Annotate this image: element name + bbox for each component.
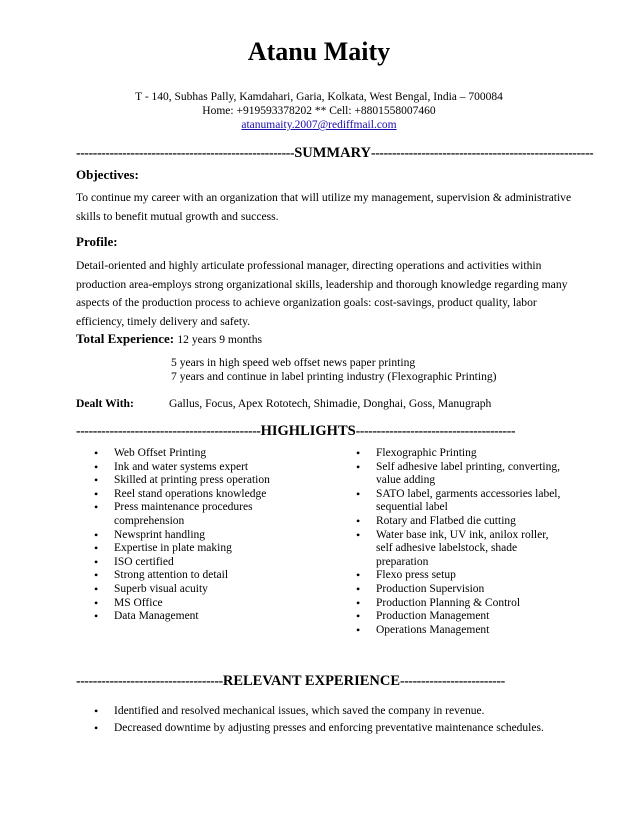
list-item: • Skilled at printing press operation [94,474,294,488]
relevant-experience-title: RELEVANT EXPERIENCE [222,673,400,689]
phone-line: Home: +919593378202 ** Cell: +8801558007460 [202,105,436,117]
list-item: • Flexographic Printing [356,447,566,461]
list-item: • Press maintenance procedures comprehension [94,501,294,528]
list-item: • Data Management [94,610,294,624]
list-item: • Production Supervision [356,583,566,597]
candidate-name: Atanu Maity [247,37,391,66]
list-item: • Web Offset Printing [94,447,294,461]
list-item: • Water base ink, UV ink, anilox roller, self adhesive labelstock, shade preparation [356,529,566,570]
experience-line: 5 years in high speed web offset news paper printing [171,356,416,369]
relevant-experience-divider-left: ----------------------------------- [76,673,223,688]
list-item: • Production Management [356,610,566,624]
summary-divider [76,145,593,161]
summary-divider-left: ---------------------------------------------------- [76,145,295,160]
list-item: • Reel stand operations knowledge [94,488,294,502]
highlights-divider [76,423,515,439]
address-line: T - 140, Subhas Pally, Kamdahari, Garia, Kolkata, West Bengal, India – 700084 [135,91,503,103]
list-item: • Operations Management [356,624,566,638]
email-link[interactable]: atanumaity.2007@rediffmail.com [241,119,397,131]
list-item: • Expertise in plate making [94,542,294,556]
list-item: • Rotary and Flatbed die cutting [356,515,566,529]
profile-heading: Profile: [76,234,118,249]
highlights-left-list [94,447,294,624]
profile-text: Detail-oriented and highly articulate professional manager, directing operations and activities within production area-employs strong organizational skills, leadership and thorough knowledge regarding many aspects of the production process to achieve organization goals: cost-savings, product quality, labor efficiency, timely delivery and safety. [76,259,568,328]
list-item: • Ink and water systems expert [94,461,294,475]
relevant-experience-list [94,703,564,736]
objectives-heading: Objectives: [76,167,139,182]
list-item: • Production Planning & Control [356,597,566,611]
list-item: • Identified and resolved mechanical issues, which saved the company in revenue. [94,703,564,720]
list-item: • Self adhesive label printing, converting, value adding [356,461,566,488]
dealt-with-text: Gallus, Focus, Apex Rototech, Shimadie, Donghai, Goss, Manugraph [169,397,492,410]
list-item: • ISO certified [94,556,294,570]
dealt-with-heading: Dealt With: [76,397,134,410]
list-item: • Newsprint handling [94,529,294,543]
objectives-text: To continue my career with an organization that will utilize my management, supervision & administrative skills to benefit mutual growth and success. [76,191,572,223]
experience-line: 7 years and continue in label printing industry (Flexographic Printing) [171,370,497,383]
summary-divider-right: ----------------------------------------------------- [371,145,594,160]
relevant-experience-divider [76,673,505,689]
list-item: • Decreased downtime by adjusting presses and enforcing preventative maintenance schedules. [94,720,564,737]
summary-title: SUMMARY [294,145,371,161]
list-item: • Superb visual acuity [94,583,294,597]
highlights-divider-left: -------------------------------------------- [76,423,261,438]
list-item: • Strong attention to detail [94,569,294,583]
email-line [0,118,638,132]
total-experience-row [76,331,262,348]
list-item: • MS Office [94,597,294,611]
total-experience-heading: Total Experience: [76,331,175,346]
total-experience-value: 12 years 9 months [177,333,263,346]
highlights-title: HIGHLIGHTS [260,423,356,439]
highlights-divider-right: -------------------------------------- [355,423,516,438]
relevant-experience-divider-right: ------------------------- [400,673,505,688]
highlights-right-list [356,447,566,637]
list-item: • Flexo press setup [356,569,566,583]
list-item: • SATO label, garments accessories label, sequential label [356,488,566,515]
